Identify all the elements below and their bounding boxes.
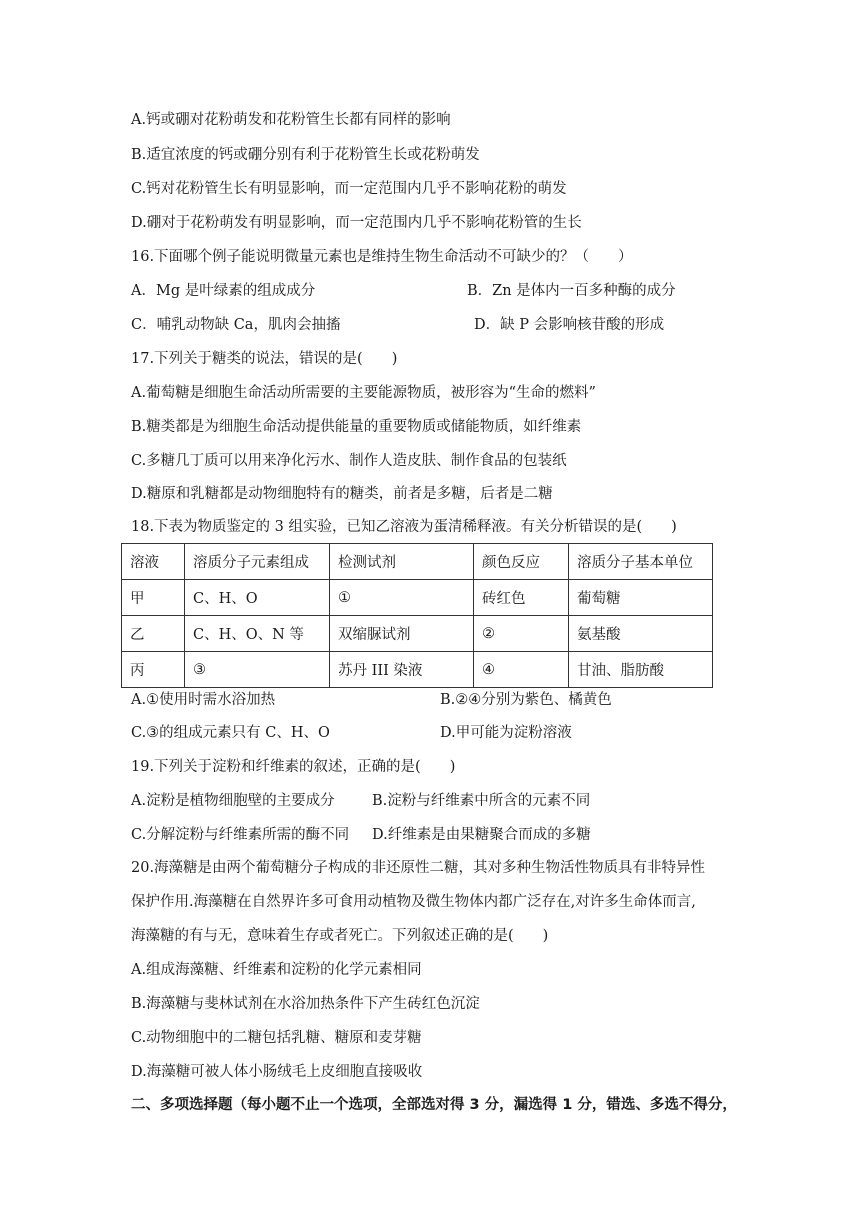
q15-option-d: D.硼对于花粉萌发有明显影响，而一定范围内几乎不影响花粉管的生长 <box>131 215 582 231</box>
q20-option-c: C.动物细胞中的二糖包括乳糖、糖原和麦芽糖 <box>131 1030 422 1046</box>
q19-option-b: B.淀粉与纤维素中所含的元素不同 <box>372 793 591 809</box>
q20-stem-line: 20.海藻糖是由两个葡萄糖分子构成的非还原性二糖，其对多种生物活性物质具有非特异性 <box>131 860 706 876</box>
table-header-cell: 颜色反应 <box>474 544 569 580</box>
table-header-cell: 检测试剂 <box>330 544 474 580</box>
q17-option-d: D.糖原和乳糖都是动物细胞特有的糖类，前者是多糖，后者是二糖 <box>131 486 553 502</box>
table-row <box>122 652 713 688</box>
q15-option-a: A.钙或硼对花粉萌发和花粉管生长都有同样的影响 <box>131 112 451 128</box>
table-row <box>122 580 713 616</box>
table-cell: 双缩脲试剂 <box>330 616 474 652</box>
q17-option-b: B.糖类都是为细胞生命活动提供能量的重要物质或储能物质，如纤维素 <box>131 419 582 435</box>
table-header-cell: 溶质分子元素组成 <box>185 544 330 580</box>
q15-option-b: B.适宜浓度的钙或硼分别有利于花粉管生长或花粉萌发 <box>131 147 480 163</box>
q18-option-c: C.③的组成元素只有 C、H、O <box>131 725 330 741</box>
table-cell: ③ <box>185 652 330 688</box>
q20-option-a: A.组成海藻糖、纤维素和淀粉的化学元素相同 <box>131 962 422 978</box>
q16-option-c: C．哺乳动物缺 Ca，肌肉会抽搐 <box>131 317 341 333</box>
q19-option-d: D.纤维素是由果糖聚合而成的多糖 <box>372 827 591 843</box>
table-cell: 苏丹 III 染液 <box>330 652 474 688</box>
q18-table <box>121 543 713 688</box>
table-header-cell: 溶质分子基本单位 <box>569 544 713 580</box>
q17-stem: 17.下列关于糖类的说法，错误的是( ) <box>131 351 398 367</box>
q16-option-a: A．Mg 是叶绿素的组成成分 <box>131 283 316 299</box>
q19-stem: 19.下列关于淀粉和纤维素的叙述，正确的是( ) <box>131 759 456 775</box>
q19-option-c: C.分解淀粉与纤维素所需的酶不同 <box>131 827 350 843</box>
table-cell: 丙 <box>122 652 185 688</box>
table-cell: 乙 <box>122 616 185 652</box>
table-row <box>122 616 713 652</box>
table-cell: C、H、O、N 等 <box>185 616 330 652</box>
q19-option-a: A.淀粉是植物细胞壁的主要成分 <box>131 793 335 809</box>
q16-option-b: B．Zn 是体内一百多种酶的成分 <box>467 283 676 299</box>
table-cell: 葡萄糖 <box>569 580 713 616</box>
q20-stem-line: 保护作用.海藻糖在自然界许多可食用动植物及微生物体内都广泛存在,对许多生命体而言, <box>131 894 696 910</box>
q20-option-b: B.海藻糖与斐林试剂在水浴加热条件下产生砖红色沉淀 <box>131 996 480 1012</box>
table-cell: C、H、O <box>185 580 330 616</box>
q18-option-a: A.①使用时需水浴加热 <box>131 692 276 708</box>
q15-option-c: C.钙对花粉管生长有明显影响，而一定范围内几乎不影响花粉的萌发 <box>131 181 567 197</box>
q17-option-c: C.多糖几丁质可以用来净化污水、制作人造皮肤、制作食品的包装纸 <box>131 453 567 469</box>
q17-option-a: A.葡萄糖是细胞生命活动所需要的主要能源物质，被形容为“生命的燃料” <box>131 385 596 401</box>
section-heading: 二、多项选择题（每小题不止一个选项，全部选对得 3 分，漏选得 1 分，错选、多选不得分， <box>131 1097 737 1113</box>
table-cell: 砖红色 <box>474 580 569 616</box>
table-cell: ① <box>330 580 474 616</box>
table-cell: 甘油、脂肪酸 <box>569 652 713 688</box>
q18-option-d: D.甲可能为淀粉溶液 <box>440 725 572 741</box>
q18-option-b: B.②④分别为紫色、橘黄色 <box>440 692 612 708</box>
table-cell: 甲 <box>122 580 185 616</box>
table-header-row <box>122 544 713 580</box>
table-cell: ④ <box>474 652 569 688</box>
q16-option-d: D．缺 P 会影响核苷酸的形成 <box>474 317 665 333</box>
q20-stem-line: 海藻糖的有与无，意味着生存或者死亡。下列叙述正确的是( ) <box>131 928 549 944</box>
q20-option-d: D.海藻糖可被人体小肠绒毛上皮细胞直接吸收 <box>131 1064 423 1080</box>
q16-stem: 16.下面哪个例子能说明微量元素也是维持生物生命活动不可缺少的？（ ） <box>131 249 633 265</box>
table-header-cell: 溶液 <box>122 544 185 580</box>
q18-stem: 18.下表为物质鉴定的 3 组实验，已知乙溶液为蛋清稀释液。有关分析错误的是( ) <box>131 519 677 535</box>
table-cell: ② <box>474 616 569 652</box>
table-cell: 氨基酸 <box>569 616 713 652</box>
